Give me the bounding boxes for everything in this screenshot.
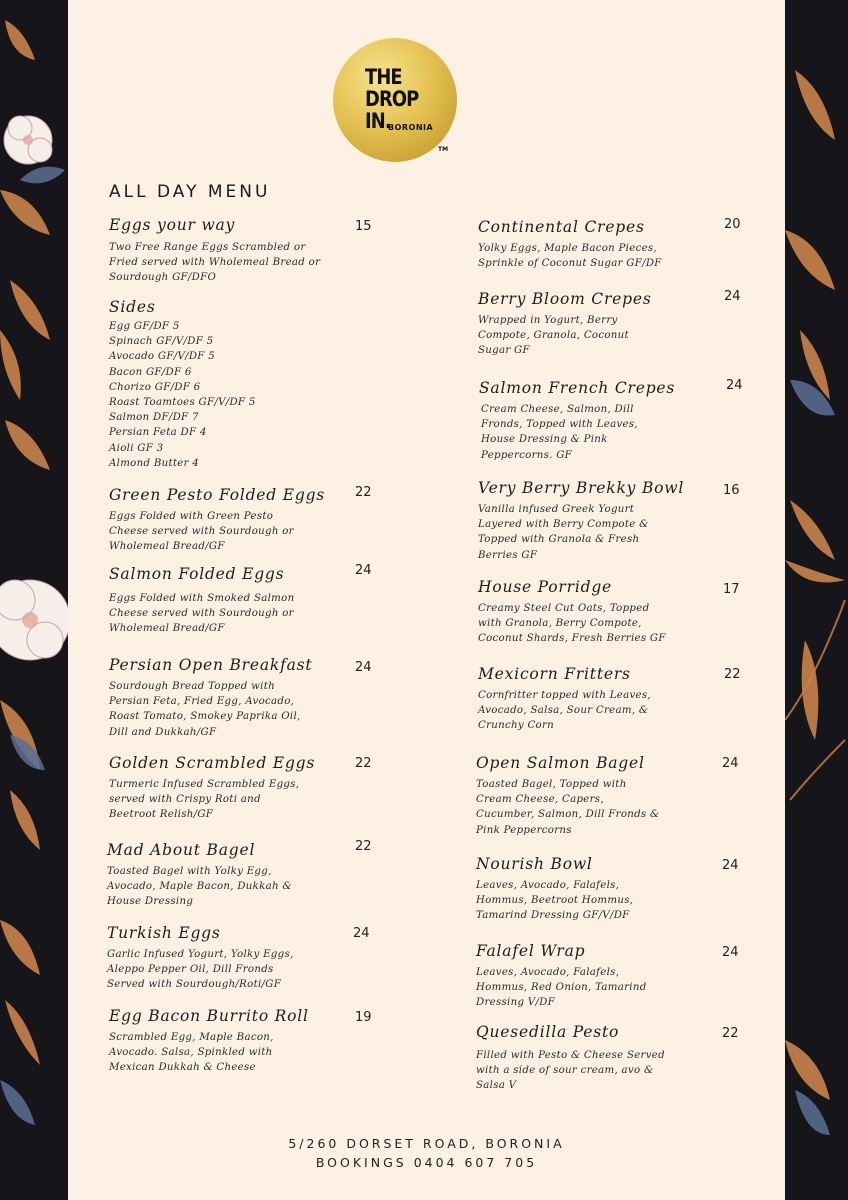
menu-item bbox=[109, 1006, 309, 1076]
menu-item-desc: Toasted Bagel with Yolky Egg, Avocado, Maple Bacon, Dukkah & House Dressing bbox=[107, 866, 292, 908]
menu-item-price: 16 bbox=[723, 483, 740, 498]
menu-item-desc: Eggs Folded with Green Pesto Cheese served with Sourdough or Wholemeal Bread/GF bbox=[109, 511, 294, 553]
menu-item-desc: Garlic Infused Yogurt, Yolky Eggs, Aleppo Pepper Oil, Dill Fronds Served with Sourdough/Roti/GF bbox=[107, 949, 294, 991]
side-item: Avocado GF/V/DF 5 bbox=[109, 351, 215, 363]
side-item: Roast Toamtoes GF/V/DF 5 bbox=[109, 397, 256, 409]
menu-item-name: Falafel Wrap bbox=[476, 942, 586, 960]
menu-item bbox=[478, 217, 662, 271]
sides-section bbox=[109, 297, 256, 471]
menu-item-desc: Toasted Bagel, Topped with Cream Cheese, Capers, Cucumber, Salmon, Dill Fronds & Pink Peppercorns bbox=[476, 779, 660, 836]
menu-item-name: House Porridge bbox=[478, 578, 613, 596]
menu-item bbox=[476, 1022, 665, 1094]
sides-title: Sides bbox=[109, 298, 156, 316]
menu-item-desc: Vanilla infused Greek Yogurt Layered with Berry Compote & Topped with Granola & Fresh Berries GF bbox=[478, 504, 649, 561]
side-item: Egg GF/DF 5 bbox=[109, 321, 180, 332]
menu-title: ALL DAY MENU bbox=[109, 182, 271, 202]
menu-item bbox=[109, 215, 320, 286]
side-item: Persian Feta DF 4 bbox=[109, 427, 207, 439]
menu-item-price: 24 bbox=[722, 945, 739, 960]
menu-item-desc: Eggs Folded with Smoked Salmon Cheese served with Sourdough or Wholemeal Bread/GF bbox=[109, 593, 295, 635]
menu-item-name: Egg Bacon Burrito Roll bbox=[109, 1007, 309, 1025]
side-item: Bacon GF/DF 6 bbox=[109, 366, 192, 378]
menu-item-price: 24 bbox=[724, 289, 741, 304]
menu-item-name: Persian Open Breakfast bbox=[109, 656, 313, 674]
menu-item bbox=[476, 941, 647, 1011]
menu-item-price: 24 bbox=[353, 926, 370, 941]
menu-item bbox=[476, 753, 659, 838]
menu-item-name: Salmon Folded Eggs bbox=[109, 565, 285, 583]
side-item: Aioli GF 3 bbox=[109, 442, 164, 454]
logo-line-1: THE bbox=[365, 65, 402, 89]
menu-item-name: Eggs your way bbox=[109, 216, 236, 234]
cafe-logo bbox=[333, 38, 457, 162]
menu-item-price: 20 bbox=[724, 217, 741, 232]
menu-item-desc: Yolky Eggs, Maple Bacon Pieces, Sprinkle of Coconut Sugar GF/DF bbox=[478, 243, 662, 270]
menu-item-name: Very Berry Brekky Bowl bbox=[478, 479, 685, 497]
menu-item-price: 19 bbox=[355, 1010, 372, 1025]
menu-item-price: 24 bbox=[722, 756, 739, 771]
menu-item bbox=[109, 485, 325, 555]
menu-item-desc: Cream Cheese, Salmon, Dill Fronds, Topped with Leaves, House Dressing & Pink Peppercorns. GF bbox=[481, 404, 638, 461]
menu-item-desc: Filled with Pesto & Cheese Served with a side of sour cream, avo & Salsa V bbox=[476, 1050, 665, 1092]
menu-item bbox=[478, 577, 666, 647]
floral-border-right bbox=[785, 0, 848, 1200]
menu-item-name: Green Pesto Folded Eggs bbox=[109, 486, 326, 504]
menu-item-price: 22 bbox=[355, 839, 372, 854]
side-item: Salmon DF/DF 7 bbox=[109, 412, 199, 424]
menu-item-name: Continental Crepes bbox=[478, 218, 645, 236]
menu-item bbox=[109, 753, 315, 823]
menu-item-name: Golden Scrambled Eggs bbox=[109, 754, 316, 772]
menu-item-desc: Turmeric Infused Scrambled Eggs, served with Crispy Roti and Beetroot Relish/GF bbox=[109, 779, 300, 821]
menu-item-name: Mexicorn Fritters bbox=[478, 665, 631, 683]
menu-item-name: Mad About Bagel bbox=[107, 841, 256, 859]
menu-item-price: 24 bbox=[722, 858, 739, 873]
logo-line-3: IN. bbox=[365, 109, 391, 133]
menu-item-desc: Wrapped in Yogurt, Berry Compote, Granola, Coconut Sugar GF bbox=[478, 315, 629, 357]
menu-item-desc: Leaves, Avocado, Falafels, Hommus, Beetroot Hommus, Tamarind Dressing GF/V/DF bbox=[476, 880, 634, 922]
menu-item-price: 24 bbox=[726, 378, 743, 393]
menu-item-desc: Leaves, Avocado, Falafels, Hommus, Red Onion, Tamarind Dressing V/DF bbox=[476, 967, 647, 1009]
menu-item bbox=[478, 478, 684, 563]
menu-item-price: 22 bbox=[355, 756, 372, 771]
menu-item bbox=[478, 664, 651, 734]
side-item: Almond Butter 4 bbox=[109, 457, 200, 469]
menu-item-price: 24 bbox=[355, 563, 372, 578]
footer-address: 5/260 DORSET ROAD, BORONIA bbox=[288, 1136, 565, 1151]
side-item: Spinach GF/V/DF 5 bbox=[109, 336, 214, 348]
footer-bookings: BOOKINGS 0404 607 705 bbox=[315, 1155, 538, 1170]
side-item: Chorizo GF/DF 6 bbox=[109, 381, 201, 393]
logo-suffix: BORONIA bbox=[388, 123, 434, 132]
logo-trademark: TM bbox=[438, 146, 449, 153]
menu-item-price: 15 bbox=[355, 219, 372, 234]
menu-item-name: Quesedilla Pesto bbox=[476, 1023, 620, 1041]
menu-item bbox=[107, 840, 292, 910]
menu-item bbox=[107, 923, 294, 993]
menu-item-price: 22 bbox=[355, 485, 372, 500]
menu-item-price: 17 bbox=[723, 582, 740, 597]
menu-item-desc: Two Free Range Eggs Scrambled or Fried served with Wholemeal Bread or Sourdough GF/DFO bbox=[109, 242, 321, 284]
menu-item-name: Berry Bloom Crepes bbox=[478, 290, 652, 308]
menu-item-price: 22 bbox=[722, 1026, 739, 1041]
menu-item-desc: Cornfritter topped with Leaves, Avocado, Salsa, Sour Cream, & Crunchy Corn bbox=[478, 690, 651, 732]
menu-item bbox=[479, 378, 675, 463]
menu-item bbox=[109, 655, 312, 740]
floral-border-left bbox=[0, 0, 68, 1200]
menu-item-price: 24 bbox=[355, 660, 372, 675]
menu-item-name: Nourish Bowl bbox=[476, 855, 593, 873]
menu-item bbox=[476, 854, 633, 924]
logo-line-2: DROP bbox=[365, 87, 419, 111]
menu-item-desc: Scrambled Egg, Maple Bacon, Avocado. Salsa, Spinkled with Mexican Dukkah & Cheese bbox=[109, 1032, 274, 1074]
menu-item-name: Turkish Eggs bbox=[107, 924, 221, 942]
menu-item bbox=[109, 564, 294, 637]
menu-item-desc: Creamy Steel Cut Oats, Topped with Granola, Berry Compote, Coconut Shards, Fresh Berries GF bbox=[478, 603, 666, 645]
menu-item-name: Open Salmon Bagel bbox=[476, 754, 645, 772]
menu-item-name: Salmon French Crepes bbox=[479, 379, 676, 397]
menu-item bbox=[478, 289, 652, 359]
menu-item-price: 22 bbox=[724, 667, 741, 682]
menu-item-desc: Sourdough Bread Topped with Persian Feta, Fried Egg, Avocado, Roast Tomato, Smokey Paprika Oil, Dill and Dukkah/GF bbox=[109, 681, 301, 738]
